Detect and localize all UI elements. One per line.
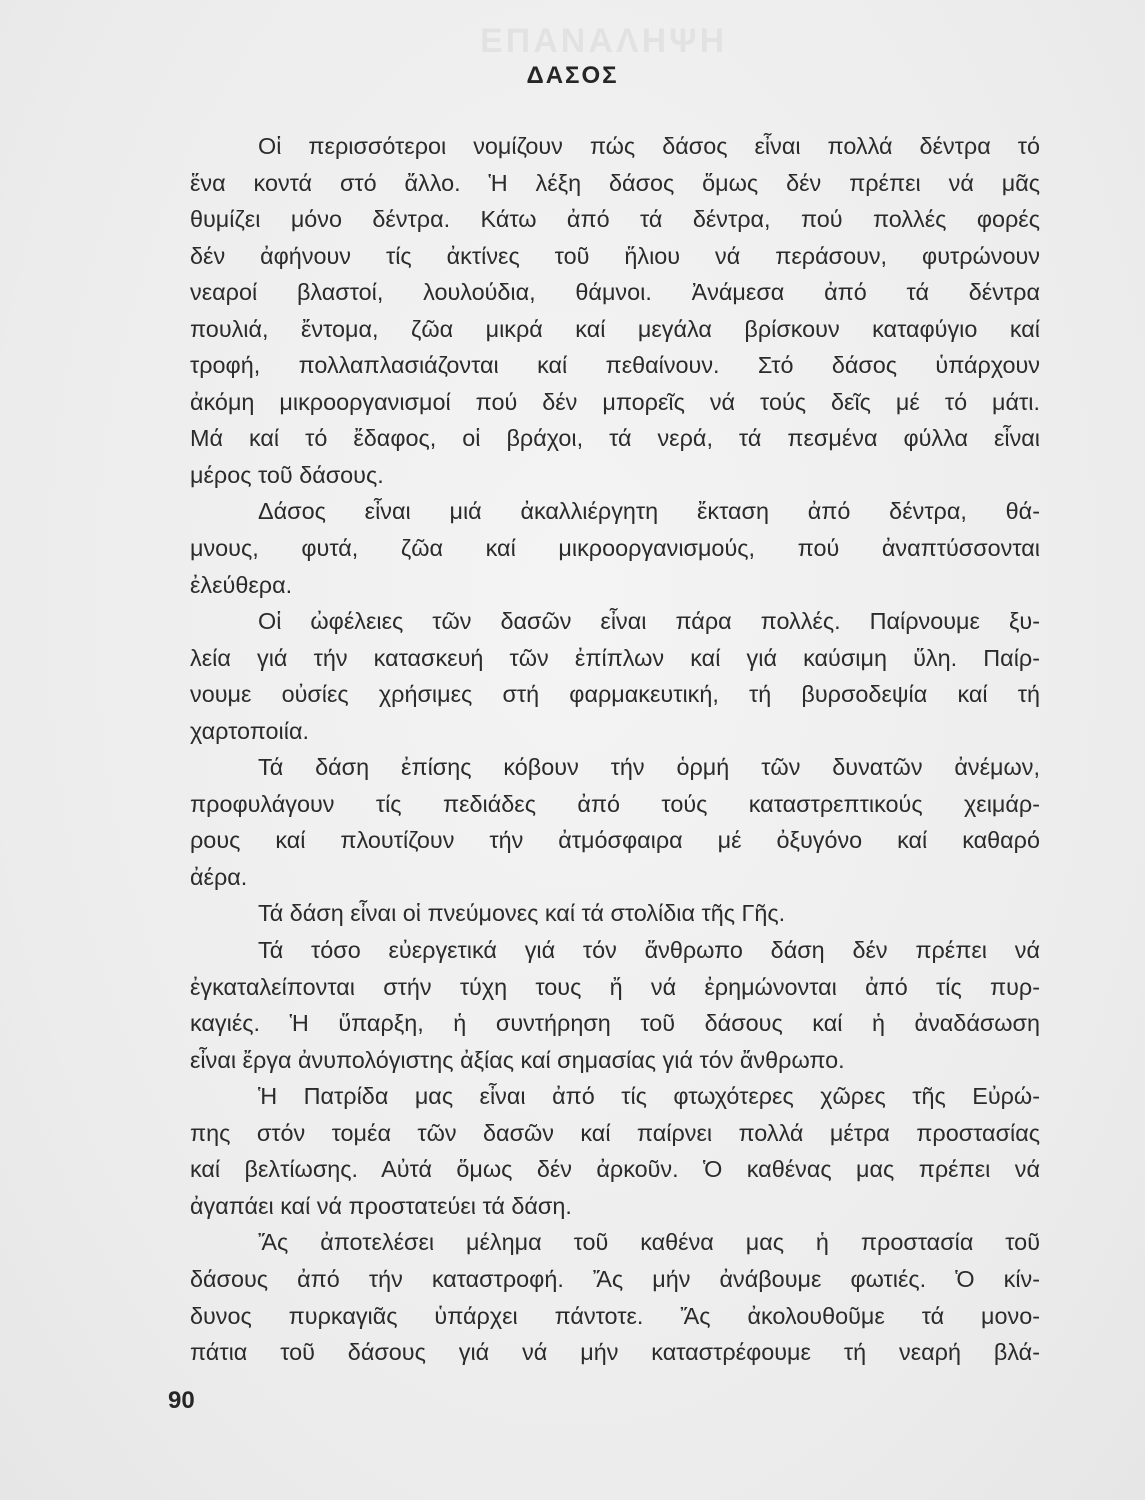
text-line: ἕνα κοντά στό ἄλλο. Ἡ λέξη δάσος ὅμως δέν πρέπει νά μᾶς (190, 169, 1040, 196)
text-line: πάτια τοῦ δάσους γιά νά μήν καταστρέφουμε τή νεαρή βλά- (190, 1339, 1040, 1366)
paragraph (190, 1078, 1040, 1224)
text-line: Τά δάση ἐπίσης κόβουν τήν ὁρμή τῶν δυνατῶν ἀνέμων, (258, 754, 1040, 781)
paragraph (190, 749, 1040, 895)
text-line: καί βελτίωσης. Αὐτά ὅμως δέν ἀρκοῦν. Ὁ καθένας μας πρέπει νά (190, 1156, 1040, 1183)
text-line: Ἄς ἀποτελέσει μέλημα τοῦ καθένα μας ἡ προστασία τοῦ (258, 1229, 1040, 1256)
text-line: χαρτοποιία. (190, 717, 309, 744)
paragraph (190, 493, 1040, 603)
text-line: προφυλάγουν τίς πεδιάδες ἀπό τούς καταστρεπτικούς χειμάρ- (190, 790, 1040, 817)
text-line: ἐλεύθερα. (190, 571, 293, 598)
text-line: πης στόν τομέα τῶν δασῶν καί παίρνει πολλά μέτρα προστασίας (190, 1119, 1040, 1146)
text-line: Δάσος εἶναι μιά ἀκαλλιέργητη ἔκταση ἀπό δέντρα, θά- (258, 498, 1040, 525)
text-line: Τά τόσο εὐεργετικά γιά τόν ἄνθρωπο δάση δέν πρέπει νά (258, 937, 1040, 964)
text-line: Οἱ περισσότεροι νομίζουν πώς δάσος εἶναι πολλά δέντρα τό (258, 133, 1040, 159)
text-line: ἀγαπάει καί νά προστατεύει τά δάση. (190, 1192, 572, 1219)
text-line: Οἱ ὠφέλειες τῶν δασῶν εἶναι πάρα πολλές. Παίρνουμε ξυ- (258, 608, 1040, 635)
text-line: δέν ἀφήνουν τίς ἀκτίνες τοῦ ἥλιου νά περάσουν, φυτρώνουν (190, 242, 1040, 269)
text-line: ἀέρα. (190, 863, 248, 890)
text-line: ἀκόμη μικροοργανισμοί πού δέν μπορεῖς νά τούς δεῖς μέ τό μάτι. (190, 388, 1040, 415)
body-text (190, 128, 1040, 1371)
text-line: μέρος τοῦ δάσους. (190, 461, 384, 488)
text-line: λεία γιά τήν κατασκευή τῶν ἐπίπλων καί γιά καύσιμη ὕλη. Παίρ- (190, 644, 1040, 671)
paragraph-list (190, 128, 1040, 1371)
paragraph (190, 1224, 1040, 1370)
text-line: καγιές. Ἡ ὕπαρξη, ἡ συντήρηση τοῦ δάσους καί ἡ ἀναδάσωση (190, 1010, 1040, 1037)
text-line: ἐγκαταλείπονται στήν τύχη τους ἤ νά ἐρημώνονται ἀπό τίς πυρ- (190, 973, 1040, 1000)
text-line: νουμε οὐσίες χρήσιμες στή φαρμακευτική, τή βυρσοδεψία καί τή (190, 681, 1040, 708)
paragraph (190, 895, 1040, 932)
paragraph (190, 128, 1040, 493)
text-line: θυμίζει μόνο δέντρα. Κάτω ἀπό τά δέντρα, πού πολλές φορές (190, 206, 1040, 233)
text-line: τροφή, πολλαπλασιάζονται καί πεθαίνουν. Στό δάσος ὑπάρχουν (190, 352, 1040, 379)
text-line: ρους καί πλουτίζουν τήν ἀτμόσφαιρα μέ ὀξυγόνο καί καθαρό (190, 827, 1040, 854)
text-line: δυνος πυρκαγιᾶς ὑπάρχει πάντοτε. Ἄς ἀκολουθοῦμε τά μονο- (190, 1302, 1040, 1329)
text-line: εἶναι ἔργα ἀνυπολόγιστης ἀξίας καί σημασίας γιά τόν ἄνθρωπο. (190, 1046, 845, 1073)
text-line: νεαροί βλαστοί, λουλούδια, θάμνοι. Ἀνάμεσα ἀπό τά δέντρα (190, 279, 1040, 306)
paragraph (190, 932, 1040, 1078)
bleed-through-heading: ΕΠΑΝΑΛΗΨΗ (480, 22, 728, 60)
text-line: πουλιά, ἔντομα, ζῶα μικρά καί μεγάλα βρίσκουν καταφύγιο καί (190, 315, 1040, 342)
paragraph (190, 603, 1040, 749)
text-line: Ἡ Πατρίδα μας εἶναι ἀπό τίς φτωχότερες χῶρες τῆς Εὐρώ- (258, 1083, 1040, 1110)
text-line: Τά δάση εἶναι οἱ πνεύμονες καί τά στολίδια τῆς Γῆς. (258, 900, 786, 927)
text-line: μνους, φυτά, ζῶα καί μικροοργανισμούς, πού ἀναπτύσσονται (190, 535, 1040, 562)
page-title: ΔΑΣΟΣ (526, 62, 619, 89)
text-line: δάσους ἀπό τήν καταστροφή. Ἄς μήν ἀνάβουμε φωτιές. Ὁ κίν- (190, 1265, 1040, 1292)
text-line: Μά καί τό ἔδαφος, οἱ βράχοι, τά νερά, τά πεσμένα φύλλα εἶναι (190, 425, 1040, 452)
page-number: 90 (168, 1387, 195, 1414)
